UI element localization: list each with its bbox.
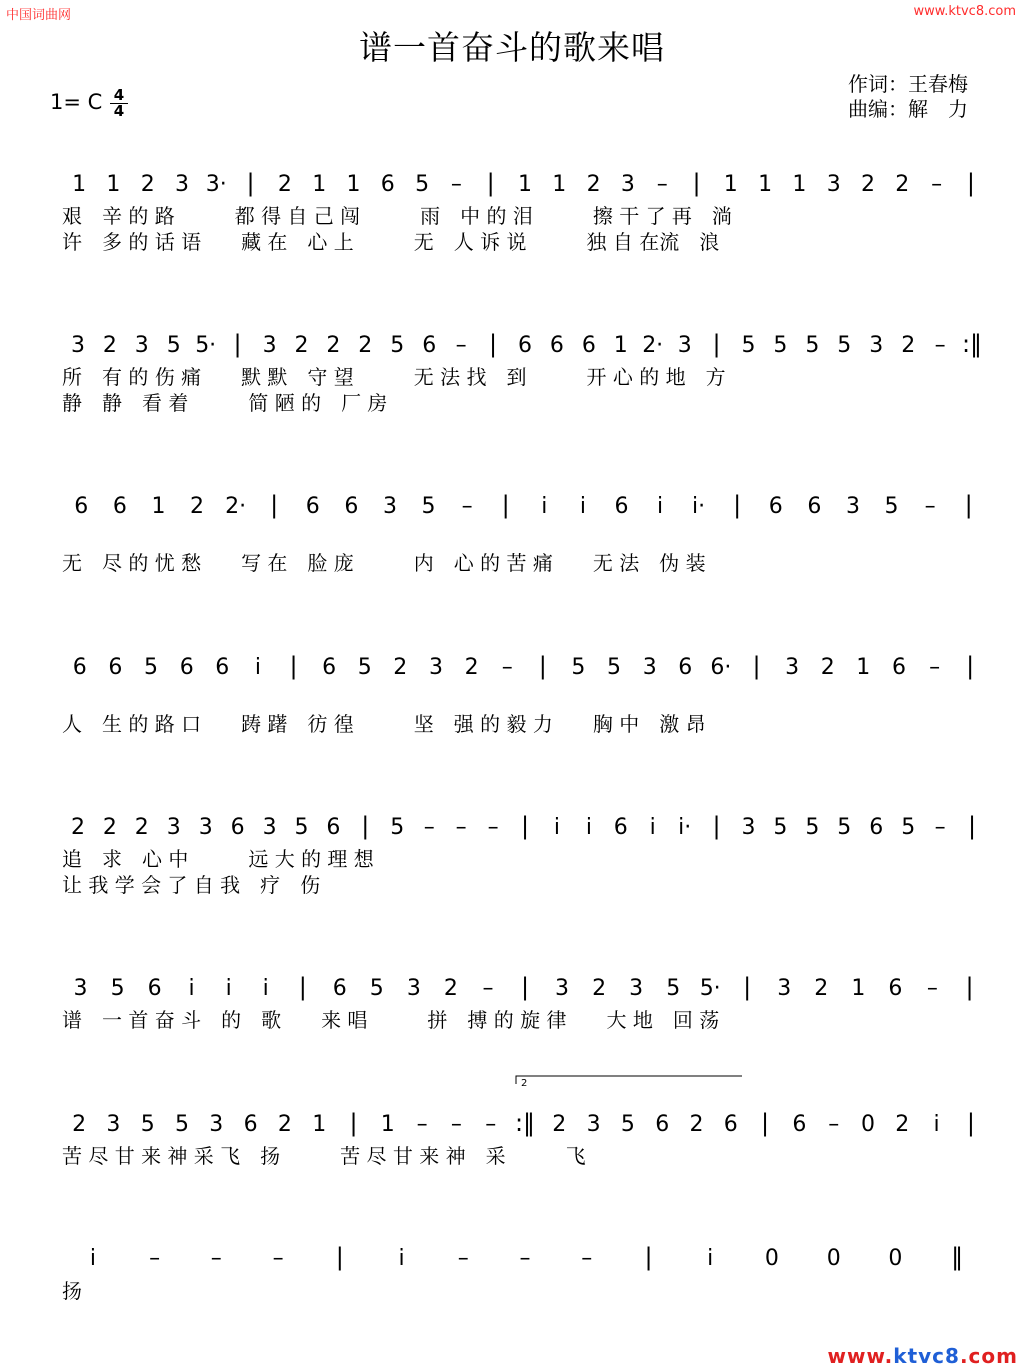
note: i· xyxy=(692,494,706,519)
lyric-line: 无 尽 的 忧 愁 写 在 脸 庞 内 心 的 苦 痛 无 法 伪 装 xyxy=(62,551,706,575)
note: 2 xyxy=(443,976,458,1001)
note: 2 xyxy=(358,333,373,358)
note: 3 xyxy=(826,172,841,197)
note: 1 xyxy=(380,1112,395,1137)
note: 5 xyxy=(805,333,820,358)
barline: | xyxy=(752,652,761,680)
dash: – xyxy=(272,1246,284,1271)
note: 6 xyxy=(518,333,532,358)
note: 2 xyxy=(190,494,204,519)
note: 6 xyxy=(422,333,437,358)
note: 2 xyxy=(464,655,479,680)
note: 5 xyxy=(901,815,916,840)
note: 3 xyxy=(106,1112,121,1137)
note: 5 xyxy=(369,976,384,1001)
dash: – xyxy=(455,815,467,840)
staff-row-6 xyxy=(62,973,974,1032)
barline: | xyxy=(335,1243,344,1271)
lyric-line: 扬 xyxy=(62,1279,82,1303)
note: 6 xyxy=(613,815,628,840)
note: i· xyxy=(678,815,692,840)
note: 3 xyxy=(846,494,860,519)
note: 3 xyxy=(629,976,644,1001)
note: 1 xyxy=(792,172,807,197)
note: 6 xyxy=(678,655,693,680)
note: 2 xyxy=(592,976,607,1001)
note: 3 xyxy=(262,815,277,840)
note: 5 xyxy=(144,655,158,680)
dash: – xyxy=(461,494,473,519)
note: 2 xyxy=(861,172,875,197)
note: 5 xyxy=(620,1112,635,1137)
note: 6 xyxy=(549,333,564,358)
note: 6 xyxy=(243,1112,258,1137)
note: 1 xyxy=(72,172,87,197)
staff-row-8 xyxy=(62,1243,963,1303)
note: i xyxy=(254,655,261,680)
dash: – xyxy=(482,976,494,1001)
barline: | xyxy=(520,812,530,840)
barline: | xyxy=(289,652,298,680)
dash: – xyxy=(457,1246,469,1271)
note: 6 xyxy=(807,494,822,519)
staff-row-3 xyxy=(62,491,973,575)
lyric-line: 让 我 学 会 了 自 我 疗 伤 xyxy=(62,873,321,897)
note: 3 xyxy=(175,172,189,197)
note: 2 xyxy=(552,1112,567,1137)
note: 3 xyxy=(677,333,692,358)
note: i xyxy=(398,1246,405,1271)
barline: | xyxy=(349,1109,358,1137)
dash: – xyxy=(501,655,513,680)
dash: – xyxy=(828,1112,840,1137)
dash: – xyxy=(450,172,462,197)
barline: | xyxy=(486,169,495,197)
note: 6 xyxy=(215,655,230,680)
note: 5 xyxy=(741,333,756,358)
barline: | xyxy=(692,169,701,197)
dash: – xyxy=(934,333,946,358)
note: 1 xyxy=(346,172,361,197)
note: 5 xyxy=(773,815,788,840)
staff-row-1 xyxy=(62,169,975,254)
staff-row-5 xyxy=(62,812,976,897)
note: 6 xyxy=(344,494,359,519)
lyric-line: 许 多 的 话 语 藏 在 心 上 无 人 诉 说 独 自 在流 浪 xyxy=(62,230,720,254)
note: 2 xyxy=(895,172,910,197)
site-watermark-top-right: www.ktvc8.com xyxy=(913,4,1016,19)
dash: – xyxy=(926,976,938,1001)
note: i xyxy=(933,1112,940,1137)
note: 1 xyxy=(518,172,532,197)
barline: | xyxy=(361,812,370,840)
note: 2 xyxy=(689,1112,704,1137)
note: 0 xyxy=(861,1112,875,1137)
note: 5 xyxy=(390,815,405,840)
barline: | xyxy=(538,652,547,680)
note: 2 xyxy=(71,815,85,840)
note: 3 xyxy=(209,1112,224,1137)
note: 2· xyxy=(225,494,247,519)
note: 3· xyxy=(205,172,227,197)
note: 3 xyxy=(586,1112,601,1137)
note: 6 xyxy=(179,655,194,680)
note: i xyxy=(649,815,656,840)
dash: – xyxy=(210,1246,222,1271)
dash: – xyxy=(656,172,668,197)
barline: | xyxy=(712,812,721,840)
note: 2· xyxy=(642,333,664,358)
note: 2 xyxy=(102,815,117,840)
note: 6 xyxy=(888,976,903,1001)
volta-number: 2 xyxy=(521,1078,528,1089)
site-watermark-bottom xyxy=(828,1344,1018,1368)
note: 3 xyxy=(429,655,443,680)
note: 5 xyxy=(175,1112,189,1137)
note: 6 xyxy=(581,333,596,358)
note: 2 xyxy=(895,1112,910,1137)
note: i xyxy=(585,815,592,840)
note: 2 xyxy=(294,333,309,358)
note: 3 xyxy=(406,976,421,1001)
watermark-part-domain: ktvc8 xyxy=(893,1344,960,1368)
note: 5 xyxy=(884,494,899,519)
note: 3 xyxy=(166,815,181,840)
barline: | xyxy=(966,169,975,197)
barline: | xyxy=(298,973,307,1001)
note: 2 xyxy=(901,333,916,358)
barline: | xyxy=(964,491,973,519)
dash: – xyxy=(455,333,467,358)
note: 2 xyxy=(277,1112,292,1137)
dash: – xyxy=(929,655,941,680)
note: 5 xyxy=(357,655,372,680)
barline: | xyxy=(712,330,721,358)
note: 3 xyxy=(620,172,635,197)
note: 5 xyxy=(837,815,852,840)
barline: | xyxy=(966,1109,975,1137)
note: i xyxy=(579,494,586,519)
note: 1 xyxy=(106,172,121,197)
note: 5 xyxy=(166,333,181,358)
note: 6 xyxy=(147,976,162,1001)
note: 6 xyxy=(655,1112,670,1137)
note: 6 xyxy=(892,655,906,680)
note: 2 xyxy=(102,333,117,358)
note: 5 xyxy=(294,815,309,840)
volta-bracket xyxy=(516,1076,742,1084)
note: 3 xyxy=(198,815,213,840)
note: 5 xyxy=(571,655,586,680)
note: 6 xyxy=(792,1112,807,1137)
time-signature-top: 4 xyxy=(110,88,128,104)
lyric-line: 追 求 心 中 远 大 的 理 想 xyxy=(62,847,374,871)
song-title: 谱一首奋斗的歌来唱 xyxy=(359,28,665,67)
arranger-credit: 曲编：解 力 xyxy=(848,97,968,121)
lyric-line: 谱 一 首 奋 斗 的 歌 来 唱 拼 搏 的 旋 律 大 地 回 荡 xyxy=(62,1008,720,1032)
note: 5 xyxy=(607,655,621,680)
dash: – xyxy=(581,1246,593,1271)
barline: | xyxy=(743,973,752,1001)
note: 6 xyxy=(230,815,245,840)
note: 5 xyxy=(773,333,788,358)
note: 1 xyxy=(613,333,628,358)
barline: | xyxy=(489,330,498,358)
note: 2 xyxy=(72,1112,87,1137)
staff-row-4 xyxy=(62,652,974,736)
watermark-part-www: www. xyxy=(827,1344,894,1368)
dash: – xyxy=(416,1112,428,1137)
note: 6 xyxy=(614,494,629,519)
barline: | xyxy=(733,491,742,519)
lyric-line: 苦 尽 甘 来 神 采 飞 扬 苦 尽 甘 来 神 采 飞 xyxy=(62,1144,586,1168)
note: 5· xyxy=(699,976,721,1001)
barline: | xyxy=(965,973,974,1001)
note: 3 xyxy=(555,976,569,1001)
note: i xyxy=(656,494,664,519)
barline: | xyxy=(966,652,975,680)
dash: – xyxy=(934,815,946,840)
note: i xyxy=(707,1246,714,1271)
note: 6· xyxy=(710,655,732,680)
note: i xyxy=(89,1246,96,1271)
note: i xyxy=(553,815,560,840)
note: i xyxy=(541,494,548,519)
note: 3 xyxy=(71,333,85,358)
note: 5 xyxy=(390,333,405,358)
note: 6 xyxy=(305,494,320,519)
staff-row-2 xyxy=(62,330,982,415)
note: 2 xyxy=(277,172,292,197)
note: 0 xyxy=(888,1246,903,1271)
dash: – xyxy=(924,494,936,519)
note: 0 xyxy=(826,1246,841,1271)
watermark-part-tld: .com xyxy=(959,1344,1018,1368)
note: 1 xyxy=(856,655,871,680)
note: 5 xyxy=(421,494,436,519)
lyric-line: 艰 辛 的 路 都 得 自 己 闯 雨 中 的 泪 擦 干 了 再 淌 xyxy=(62,204,732,228)
site-watermark-top-left: 中国词曲网 xyxy=(6,8,72,23)
note: 1 xyxy=(758,172,773,197)
dash: – xyxy=(149,1246,161,1271)
barline: | xyxy=(644,1243,653,1271)
note: 6 xyxy=(723,1112,738,1137)
note: i xyxy=(188,976,195,1001)
barline: ‖ xyxy=(951,1243,964,1271)
note: 1 xyxy=(552,172,567,197)
note: 2 xyxy=(586,172,601,197)
lyric-line: 所 有 的 伤 痛 默 默 守 望 无 法 找 到 开 心 的 地 方 xyxy=(62,365,726,389)
time-signature-bottom: 4 xyxy=(113,102,125,120)
barline: | xyxy=(270,491,279,519)
note: 6 xyxy=(112,494,127,519)
note: 2 xyxy=(814,976,829,1001)
note: 3 xyxy=(777,976,792,1001)
note: 5 xyxy=(837,333,852,358)
note: 3 xyxy=(73,976,88,1001)
lyric-line: 人 生 的 路 口 踌 躇 彷 徨 坚 强 的 毅 力 胸 中 激 昂 xyxy=(62,712,706,736)
note: 2 xyxy=(820,655,835,680)
note: 5 xyxy=(805,815,820,840)
barline: | xyxy=(501,491,510,519)
note: 6 xyxy=(768,494,783,519)
barline: | xyxy=(520,973,530,1001)
note: 1 xyxy=(312,1112,327,1137)
barline: :‖ xyxy=(961,330,983,358)
note: 2 xyxy=(134,815,149,840)
barline: | xyxy=(761,1109,770,1137)
barline: | xyxy=(233,330,242,358)
note: 5 xyxy=(110,976,125,1001)
note: 5· xyxy=(195,333,217,358)
note: 3 xyxy=(642,655,657,680)
note: 1 xyxy=(312,172,327,197)
barline: :‖ xyxy=(514,1109,536,1137)
note: 6 xyxy=(72,655,87,680)
staff-row-7 xyxy=(62,1076,975,1168)
note: 3 xyxy=(869,333,884,358)
note: 6 xyxy=(108,655,123,680)
note: i xyxy=(225,976,232,1001)
lyricist-credit: 作词：王春梅 xyxy=(848,72,968,96)
note: 6 xyxy=(326,815,341,840)
note: 2 xyxy=(393,655,408,680)
barline: | xyxy=(246,169,255,197)
lyric-line: 静 静 看 着 简 陋 的 厂 房 xyxy=(62,391,388,415)
note: 2 xyxy=(140,172,155,197)
dash: – xyxy=(423,815,435,840)
note: 6 xyxy=(74,494,89,519)
dash: – xyxy=(485,1112,497,1137)
note: 3 xyxy=(785,655,800,680)
note: 6 xyxy=(332,976,347,1001)
note: 0 xyxy=(764,1246,779,1271)
note: 3 xyxy=(741,815,756,840)
note: 1 xyxy=(723,172,738,197)
note: i xyxy=(262,976,269,1001)
note: 2 xyxy=(326,333,341,358)
dash: – xyxy=(450,1112,462,1137)
note: 3 xyxy=(262,333,277,358)
note: 5 xyxy=(666,976,681,1001)
note: 1 xyxy=(151,494,166,519)
note: 5 xyxy=(140,1112,155,1137)
dash: – xyxy=(487,815,499,840)
note: 5 xyxy=(415,172,430,197)
dash: – xyxy=(931,172,943,197)
note: 6 xyxy=(380,172,395,197)
note: 1 xyxy=(851,976,866,1001)
barline: | xyxy=(967,812,977,840)
note: 3 xyxy=(134,333,149,358)
note: 6 xyxy=(869,815,884,840)
note: 6 xyxy=(322,655,337,680)
key-signature: 1= C xyxy=(50,90,103,114)
dash: – xyxy=(519,1246,531,1271)
note: 3 xyxy=(383,494,397,519)
